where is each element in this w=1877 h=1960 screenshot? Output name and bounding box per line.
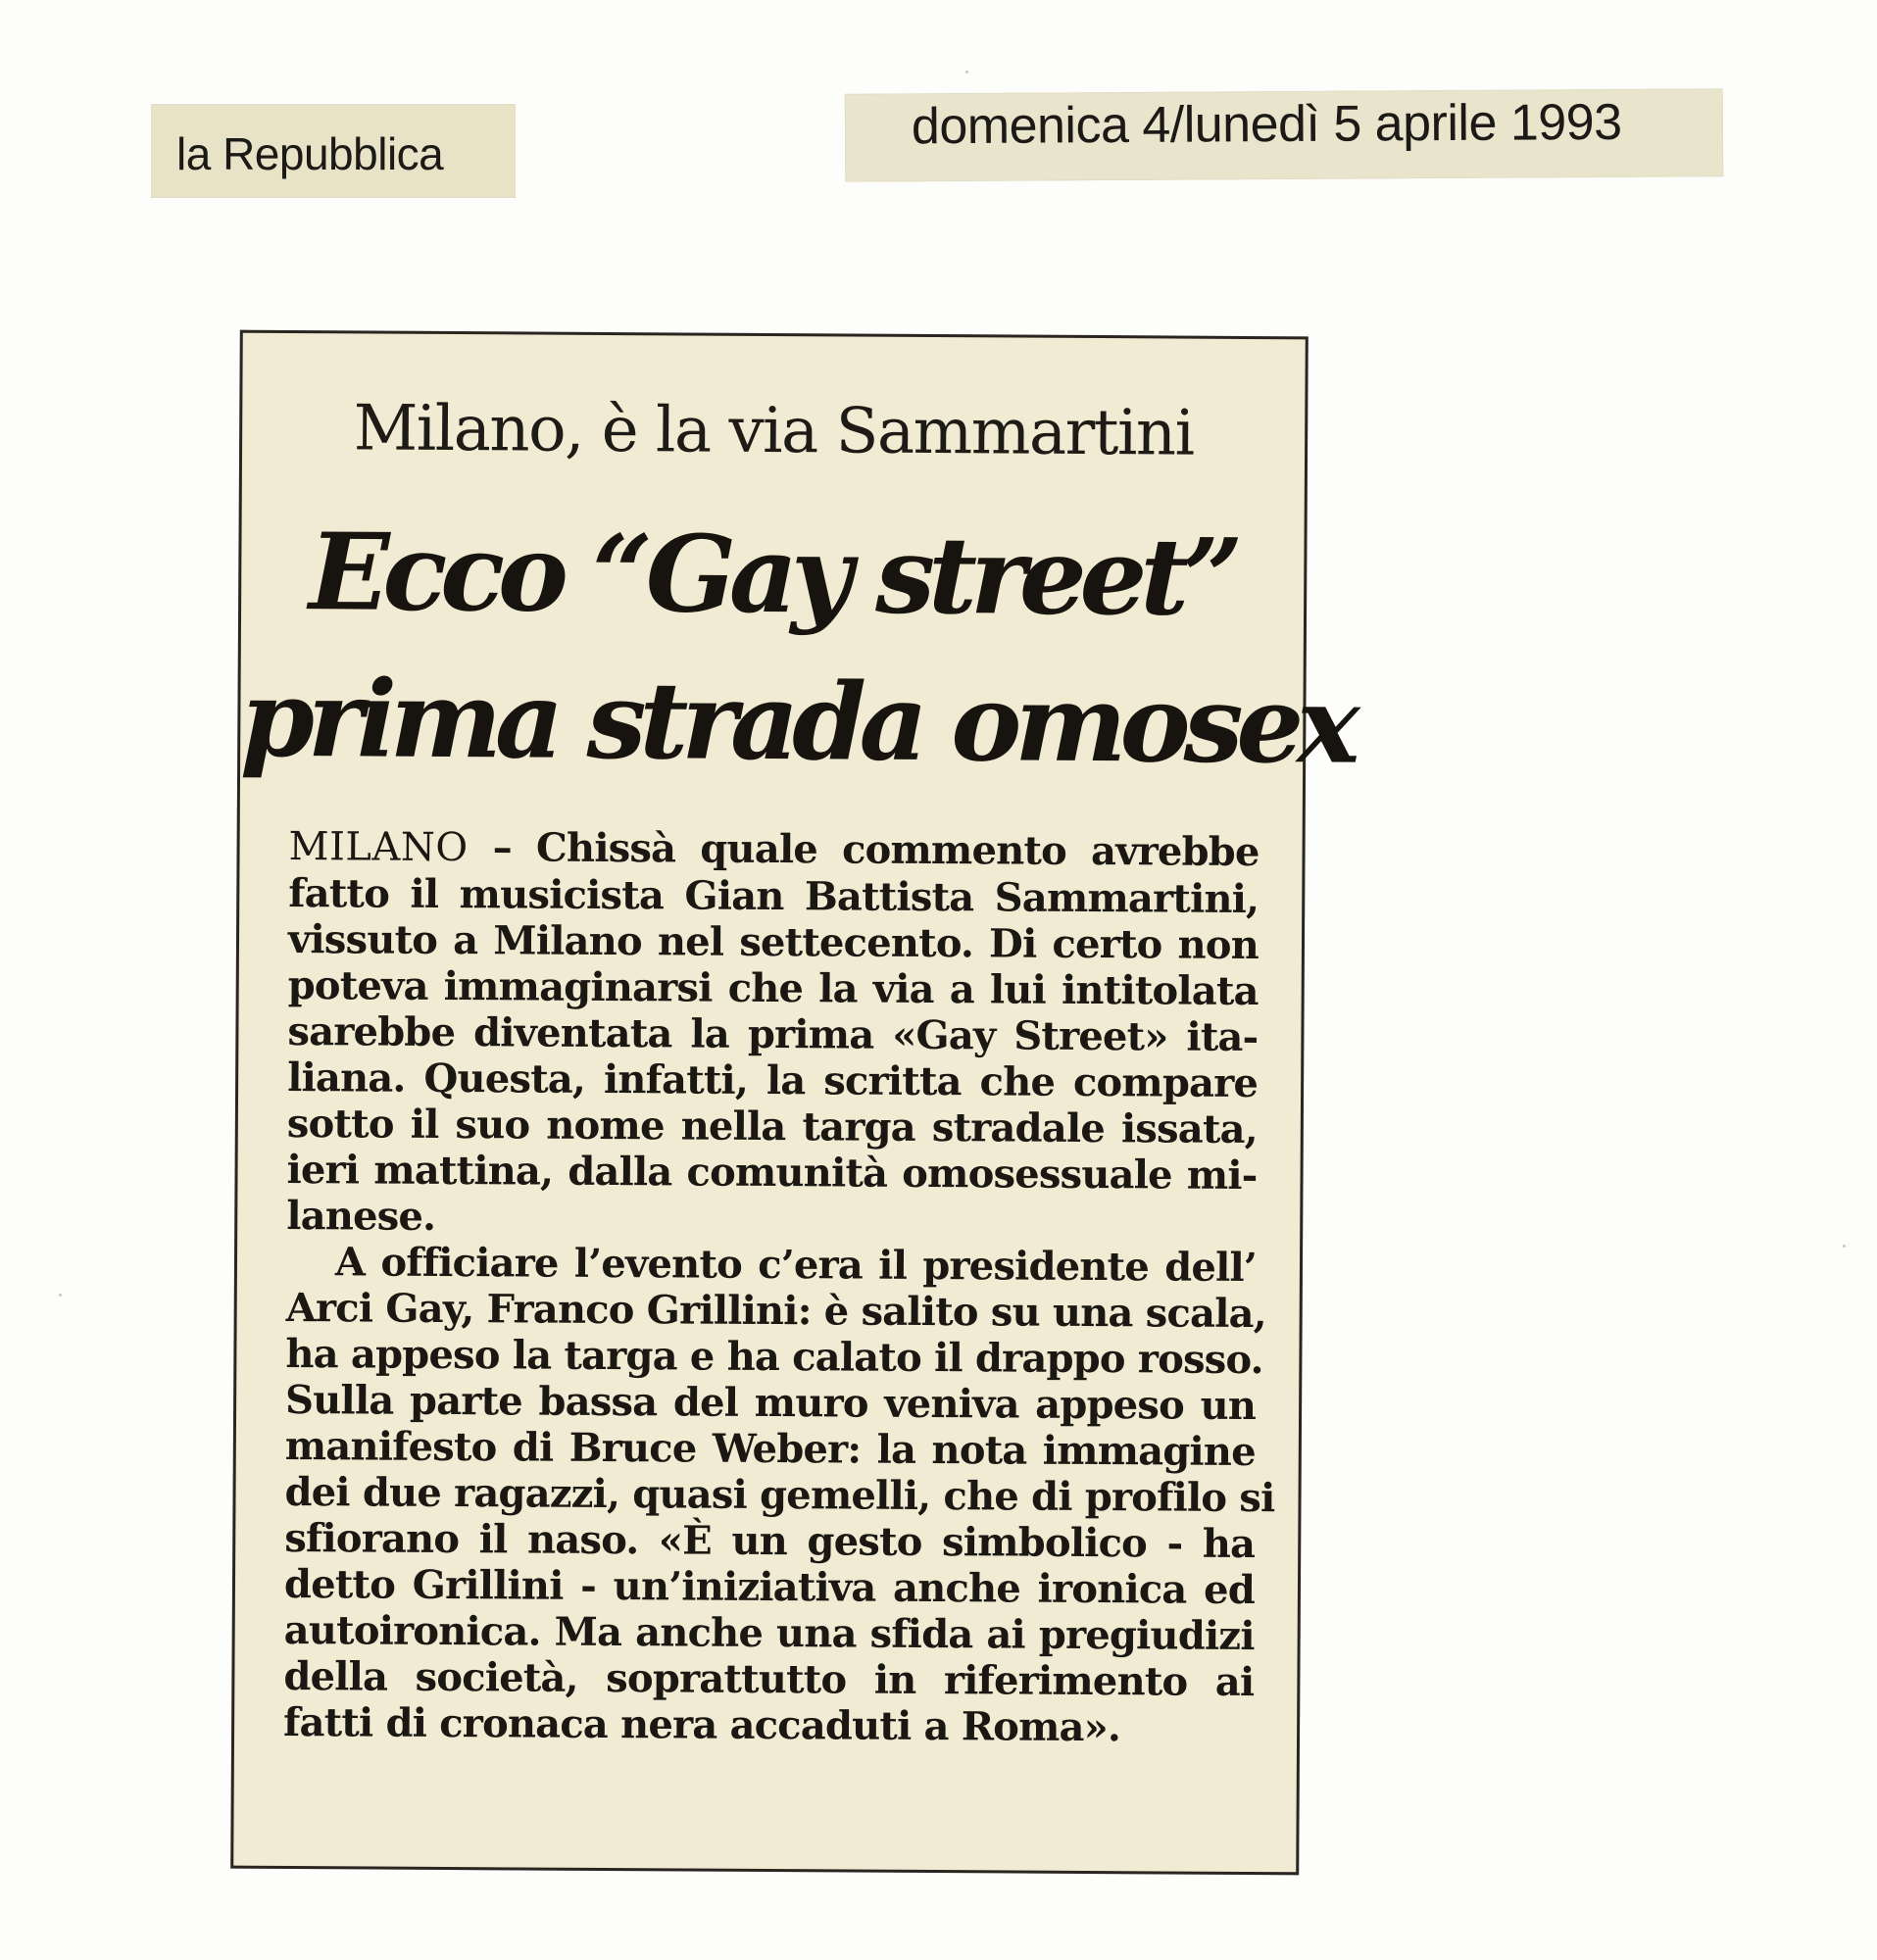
body-line: fatti di cronaca nera accaduti a Roma». bbox=[282, 1698, 1121, 1751]
headline-line-1: Ecco “Gay street” bbox=[308, 511, 1237, 640]
body-line: sfiorano il naso. «È un gesto simbolico - ha bbox=[284, 1514, 1256, 1568]
body-line bbox=[288, 823, 1259, 876]
body-line: Arci Gay, Franco Grillini: è salito su una scala, bbox=[285, 1284, 1266, 1338]
body-line: fatto il musicista Gian Battista Sammartini, bbox=[288, 869, 1260, 923]
body-line: A officiare l’evento c’era il presidente dell’ bbox=[334, 1239, 1258, 1292]
body-line: Sulla parte bassa del muro veniva appeso un bbox=[284, 1376, 1257, 1430]
paper-speck bbox=[1843, 1245, 1846, 1248]
body-line: della società, soprattutto in riferimento ai bbox=[283, 1652, 1255, 1706]
masthead-clipping bbox=[151, 104, 516, 198]
body-line: dei due ragazzi, quasi gemelli, che di profilo si bbox=[284, 1468, 1275, 1522]
body-line: vissuto a Milano nel settecento. Di certo non bbox=[287, 915, 1260, 969]
body-line: sotto il suo nome nella targa stradale issata, bbox=[286, 1100, 1258, 1153]
body-line: ha appeso la targa e ha calato il drappo rosso. bbox=[285, 1330, 1263, 1384]
headline-line-2: prima strada omosex bbox=[239, 657, 1354, 788]
body-line: detto Grillini - un’iniziativa anche ironica ed bbox=[283, 1560, 1256, 1614]
body-line: poteva immaginarsi che la via a lui intitolata bbox=[287, 961, 1259, 1015]
publication-date: domenica 4/lunedì 5 aprile 1993 bbox=[911, 93, 1622, 156]
article-clipping bbox=[230, 330, 1354, 1876]
body-line: ieri mattina, dalla comunità omosessuale mi- bbox=[286, 1146, 1258, 1200]
body-line: lanese. bbox=[286, 1192, 436, 1240]
body-line-text: – Chissà quale commento avrebbe bbox=[468, 824, 1260, 876]
article-kicker: Milano, è la via Sammartini bbox=[353, 392, 1194, 470]
article-dateline: MILANO bbox=[288, 823, 469, 871]
article-body bbox=[282, 823, 1275, 1751]
newspaper-name: la Repubblica bbox=[176, 128, 444, 179]
paper-speck bbox=[59, 1294, 62, 1297]
body-line: liana. Questa, infatti, la scritta che compare bbox=[287, 1054, 1259, 1107]
body-line: sarebbe diventata la prima «Gay Street» ita- bbox=[287, 1007, 1259, 1061]
date-clipping bbox=[845, 88, 1724, 181]
paper-speck bbox=[965, 71, 968, 74]
body-line: autoironica. Ma anche una sfida ai pregiudizi bbox=[283, 1606, 1255, 1660]
body-line: manifesto di Bruce Weber: la nota immagine bbox=[284, 1422, 1256, 1476]
